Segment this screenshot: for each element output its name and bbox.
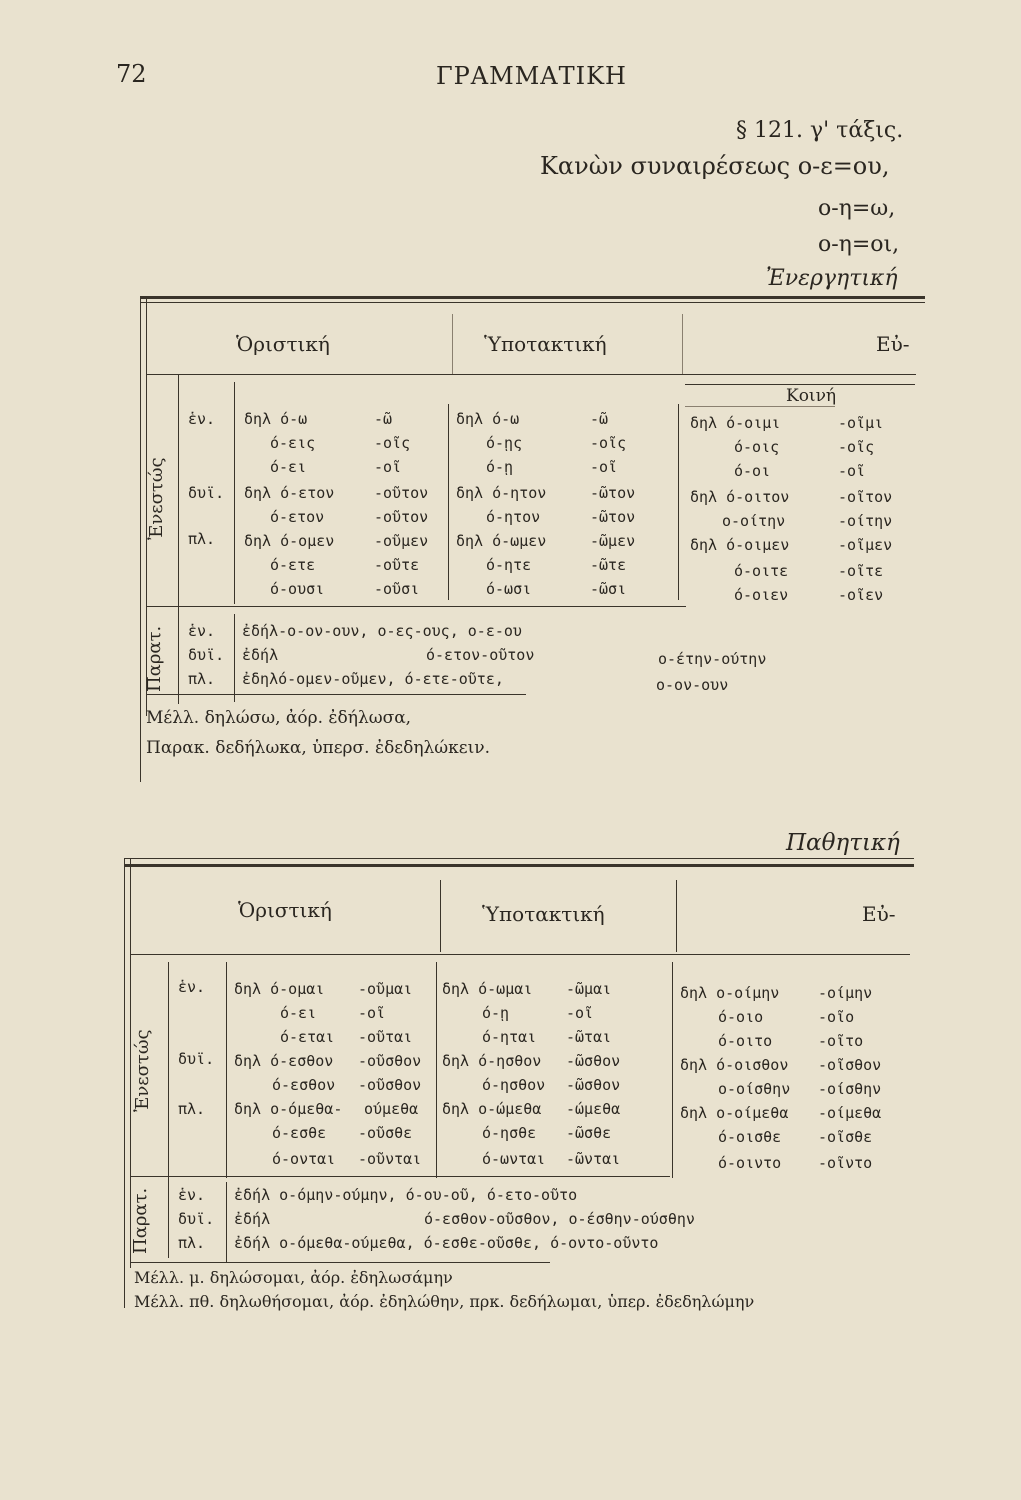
active-subj-contracted: -ῶτε [590,556,627,574]
passive-imperfect-singular: ἐδήλ ο-όμην-ούμην, ό-ου-οῦ, ό-ετο-οῦτο [234,1186,578,1204]
passive-ind-contracted: -οῦσθον [358,1052,422,1070]
passive-future-middle: Μέλλ. μ. δηλώσομαι, ἀόρ. ἐδηλωσάμην [134,1268,453,1287]
passive-imperfect-dual-stem: ἐδήλ [234,1210,271,1228]
active-ind-form: δηλ ό-ετον [244,484,335,502]
page-number: 72 [116,60,147,88]
active-imperfect-plural-optative: ο-ον-ουν [656,676,729,694]
active-opt-form: ό-οι [734,462,771,480]
passive-opt-form: ό-οιντο [718,1154,782,1172]
passive-ind-form: δηλ ό-εσθον [234,1052,334,1070]
passive-subj-contracted: -ῶται [566,1028,612,1046]
passive-present-label: Ἐνεστώς [132,1029,153,1112]
passive-opt-form: δηλ ό-οισθον [680,1056,789,1074]
passive-opt-contracted: -οῖσθον [818,1056,882,1074]
active-opt-form: δηλ ό-οιμεν [690,536,790,554]
active-number-dual: δυϊ. [188,484,225,502]
active-ind-form: ό-ουσι [270,580,325,598]
active-opt-contracted: -οῖεν [838,586,884,604]
active-subj-contracted: -οῖς [590,434,627,452]
passive-imperfect-dual: ό-εσθον-οῦσθον, ο-έσθην-ούσθην [424,1210,695,1228]
passive-ind-form: ό-εται [280,1028,335,1046]
contraction-rule-1: Κανὼν συναιρέσεως ο-ε=ου, [540,152,890,180]
passive-subj-contracted: -ῶσθε [566,1124,612,1142]
passive-number-dual: δυϊ. [178,1050,215,1068]
active-opt-form: ό-οις [734,438,780,456]
active-imp-number: πλ. [188,670,216,688]
active-subj-form: ό-ῃ [486,458,514,476]
active-subj-form: ό-ητον [486,508,541,526]
active-ind-form: ό-ετε [270,556,316,574]
passive-opt-contracted: -οίσθην [818,1080,882,1098]
passive-ind-form: ό-ονται [272,1150,336,1168]
passive-opt-contracted: -οῖο [818,1008,855,1026]
active-imperfect-label: Παρατ. [144,625,165,692]
active-opt-form: ο-οίτην [722,512,786,530]
passive-opt-form: ό-οισθε [718,1128,782,1146]
active-opt-form: δηλ ό-οιμι [690,414,781,432]
passive-future-passive: Μέλλ. πθ. δηλωθήσομαι, ἀόρ. ἐδηλώθην, πρκ. δεδήλωμαι, ὑπερ. ἐδεδηλώμην [134,1292,755,1311]
active-imperfect-dual-optative: ο-έτην-ούτην [658,650,767,668]
passive-subj-form: ό-ησθε [482,1124,537,1142]
active-opt-contracted: -οῖμι [838,414,884,432]
passive-ind-contracted: -οῖ [358,1004,386,1022]
passive-imperfect-label: Παρατ. [130,1187,151,1254]
contraction-rule-2: ο-η=ω, [818,196,896,221]
passive-subj-form: δηλ ό-ωμαι [442,980,533,998]
passive-subj-form: ό-ησθον [482,1076,546,1094]
active-opt-form: ό-οιεν [734,586,789,604]
active-voice-title: Ἐνεργητική [766,266,898,291]
active-opt-contracted: -οῖς [838,438,875,456]
active-opt-form: δηλ ό-οιτον [690,488,790,506]
passive-subjunctive-header: Ὑποτακτική [482,902,605,926]
active-subj-contracted: -ῶτον [590,484,636,502]
active-ind-form: ό-ετον [270,508,325,526]
active-opt-contracted: -οίτην [838,512,893,530]
active-ind-contracted: -ῶ [374,410,393,428]
passive-opt-form: ο-οίσθην [718,1080,791,1098]
active-ind-contracted: -οῦτε [374,556,420,574]
passive-opt-form: ό-οιο [718,1008,764,1026]
active-subj-contracted: -ῶσι [590,580,627,598]
active-ind-contracted: -οῦσι [374,580,420,598]
passive-subj-contracted: -οῖ [566,1004,594,1022]
active-optative-header: Εὐ- [876,332,910,356]
active-subj-contracted: -ῶ [590,410,609,428]
active-ind-form: ό-ει [270,458,307,476]
active-present-label: Ἐνεστώς [146,457,167,540]
passive-opt-contracted: -οῖντο [818,1154,873,1172]
passive-number-singular: ἑν. [178,978,206,996]
active-subj-form: ό-ῃς [486,434,523,452]
active-subj-form: δηλ ό-ωμεν [456,532,547,550]
active-subjunctive-header: Ὑποτακτική [484,332,607,356]
passive-opt-contracted: -οῖσθε [818,1128,873,1146]
active-imp-number: ἑν. [188,622,216,640]
passive-subj-form: ό-ωνται [482,1150,546,1168]
passive-voice-title: Παθητική [786,830,900,856]
passive-ind-contracted: -οῦσθον [358,1076,422,1094]
passive-subj-contracted: -ῶσθον [566,1052,621,1070]
passive-opt-contracted: -οίμεθα [818,1104,882,1122]
active-ind-contracted: -οῦμεν [374,532,429,550]
passive-ind-contracted: -οῦσθε [358,1124,413,1142]
passive-opt-contracted: -οίμην [818,984,873,1002]
active-perfect-pluperfect: Παρακ. δεδήλωκα, ὑπερσ. ἐδεδηλώκειν. [146,738,491,758]
passive-imp-number: ἑν. [178,1186,206,1204]
passive-number-plural: πλ. [178,1100,206,1118]
passive-ind-contracted: -οῦμαι [358,980,413,998]
passive-imp-number: πλ. [178,1234,206,1252]
active-subj-contracted: -ῶμεν [590,532,636,550]
passive-optative-header: Εὐ- [862,902,896,926]
active-ind-form: δηλ ό-ω [244,410,308,428]
active-subj-form: ό-ωσι [486,580,532,598]
passive-imp-number: δυϊ. [178,1210,215,1228]
active-subj-form: δηλ ό-ω [456,410,520,428]
active-imperfect-plural: ἐδηλό-ομεν-οῦμεν, ό-ετε-οῦτε, [242,670,504,688]
active-opt-contracted: -οῖ [838,462,866,480]
passive-subj-form: ό-ηται [482,1028,537,1046]
active-imperfect-dual: ό-ετον-οῦτον [426,646,535,664]
passive-ind-form: ό-εσθον [272,1076,336,1094]
active-ind-contracted: -οῖ [374,458,402,476]
passive-ind-contracted: -οῦται [358,1028,413,1046]
passive-ind-form: δηλ ό-ομαι [234,980,325,998]
active-future-aorist: Μέλλ. δηλώσω, ἀόρ. ἐδήλωσα, [146,708,412,728]
passive-subj-form: δηλ ό-ησθον [442,1052,542,1070]
active-ind-contracted: -οῦτον [374,484,429,502]
active-ind-form: ό-εις [270,434,316,452]
section-heading: § 121. γ' τάξις. [736,118,904,143]
passive-ind-form: δηλ ο-όμεθα- [234,1100,343,1118]
active-number-singular: ἑν. [188,410,216,428]
passive-ind-contracted: -οῦνται [358,1150,422,1168]
running-title: ΓΡΑΜΜΑΤΙΚΗ [436,62,627,90]
active-number-plural: πλ. [188,530,216,548]
active-ind-form: δηλ ό-ομεν [244,532,335,550]
passive-ind-form: ό-εσθε [272,1124,327,1142]
passive-opt-form: δηλ ο-οίμην [680,984,780,1002]
contraction-rule-3: ο-η=οι, [818,232,900,257]
active-subj-form: δηλ ό-ητον [456,484,547,502]
passive-ind-form: ό-ει [280,1004,317,1022]
active-indicative-header: Ὁριστική [236,332,330,356]
active-imperfect-dual-stem: ἐδήλ [242,646,279,664]
passive-opt-form: δηλ ο-οίμεθα [680,1104,789,1122]
active-ind-contracted: -οῦτον [374,508,429,526]
active-opt-contracted: -οῖμεν [838,536,893,554]
active-subj-contracted: -οῖ [590,458,618,476]
active-ind-contracted: -οῖς [374,434,411,452]
passive-subj-form: δηλ ο-ώμεθα [442,1100,542,1118]
passive-indicative-header: Ὁριστική [238,898,332,922]
passive-subj-contracted: -ῶμαι [566,980,612,998]
passive-subj-form: ό-ῃ [482,1004,510,1022]
active-subj-form: ό-ητε [486,556,532,574]
passive-subj-contracted: -ῶσθον [566,1076,621,1094]
active-imp-number: δυϊ. [188,646,225,664]
active-opt-contracted: -οῖτε [838,562,884,580]
passive-imperfect-plural: ἐδήλ ο-όμεθα-ούμεθα, ό-εσθε-οῦσθε, ό-οντο-οῦντο [234,1234,659,1252]
active-imperfect-singular: ἐδήλ-ο-ον-ουν, ο-ες-ους, ο-ε-ου [242,622,522,640]
passive-subj-contracted: -ῶνται [566,1150,621,1168]
active-subj-contracted: -ῶτον [590,508,636,526]
passive-opt-contracted: -οῖτο [818,1032,864,1050]
passive-subj-contracted: -ώμεθα [566,1100,621,1118]
passive-ind-contracted: ούμεθα [364,1100,419,1118]
active-opt-form: ό-οιτε [734,562,789,580]
koine-label: Κοινή [786,386,837,406]
active-opt-contracted: -οῖτον [838,488,893,506]
passive-opt-form: ό-οιτο [718,1032,773,1050]
